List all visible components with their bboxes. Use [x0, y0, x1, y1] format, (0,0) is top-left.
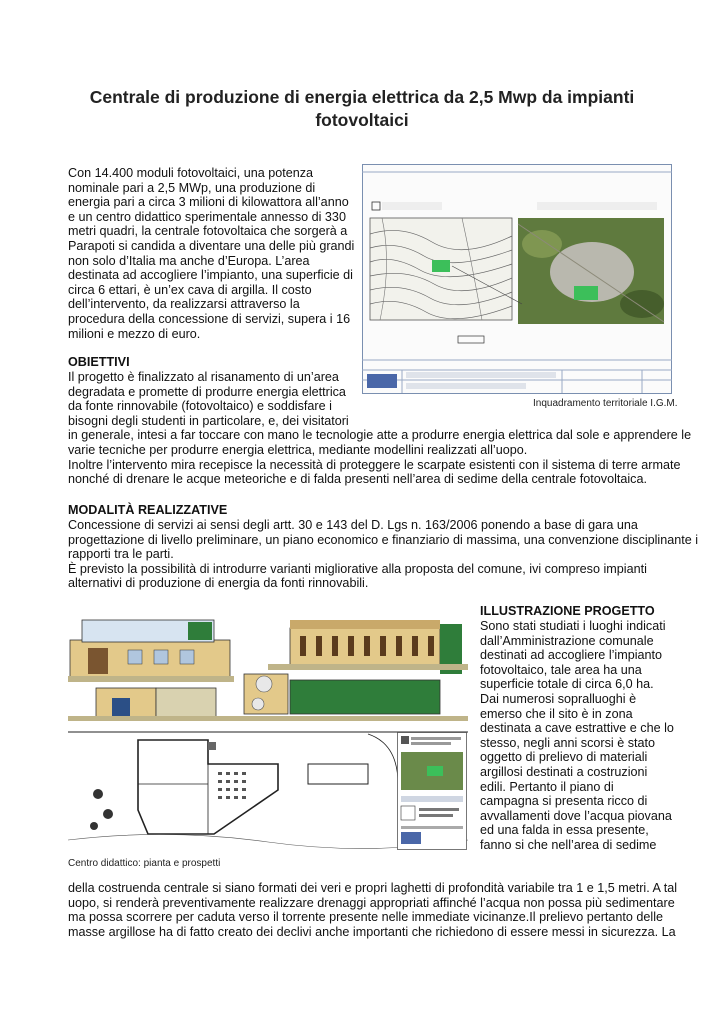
territorial-map-figure [362, 164, 672, 394]
modalita-paragraph [68, 518, 698, 591]
text-line: ed una falda in essa presente, [480, 823, 649, 838]
objectives-paragraph [68, 370, 691, 487]
text-line: Sono stati studiati i luoghi indicati [480, 619, 666, 633]
text-line: È previsto la possibilità di introdurre varianti migliorative alla proposta del comune, ivi compreso impianti [68, 561, 647, 576]
text-line: da fonte rinnovabile (fotovoltaico) e soddisfare i [68, 399, 332, 414]
text-line: in generale, intesi a far toccare con mano le tecnologie atte a produrre energia elettrica dal sole e apprendere le [68, 428, 692, 443]
text-line: ma possa scorrere per caduta verso il torrente presente nelle immediate vicinanze.Il prelievo pertanto delle [68, 910, 664, 925]
illustrazione-paragraph [480, 619, 674, 853]
text-line: nominale pari a 2,5 MWp, una produzione di [68, 180, 316, 195]
text-line: destinati ad accogliere l’impianto [480, 648, 663, 663]
text-line: Concessione di servizi ai sensi degli artt. 30 e 143 del D. Lgs n. 163/2006 ponendo a base di gara una [68, 518, 638, 532]
text-line: Il progetto è finalizzato al risanamento di un’area [68, 370, 339, 384]
text-line: dell’intervento, da realizzarsi attraverso la [68, 297, 300, 312]
text-line: masse argillose ha di fatto creato dei declivi anche importanti che richiedono di essere messi in sicurezza. La [68, 924, 676, 939]
title-block-image [397, 732, 467, 850]
text-line: metri quadri, la centrale fotovoltaica che sorgerà a [68, 224, 348, 239]
territorial-map-image [362, 164, 672, 394]
section-heading-illustrazione: ILLUSTRAZIONE PROGETTO [480, 604, 655, 618]
text-line: nonché di drenare le acque meteoriche e di falda presenti nell’area di sedime della centrale fotovoltaica. [68, 472, 647, 487]
text-line: alternativi di produzione di energia da fonti rinnovabili. [68, 576, 369, 591]
text-line: emerso che il sito è in zona [480, 706, 633, 721]
text-line: varie tecniche per produrre energia elettrica, mediante modellini realizzati all’uopo. [68, 442, 528, 457]
text-line: avvallamenti dove l’acqua piovana [480, 808, 672, 823]
text-line: procedura della concessione di servizi, supera i 16 [68, 311, 351, 326]
text-line: stesso, negli anni scorsi è stato [480, 735, 656, 750]
text-line: milioni e mezzo di euro. [68, 326, 201, 341]
text-line: non solo d’Italia ma anche d’Europa. L’area [68, 253, 310, 268]
closing-paragraph [68, 881, 677, 939]
text-line: destinata ad accogliere l’impianto, una superficie di [68, 268, 353, 283]
text-line: fotovoltaico, tale area ha una [480, 662, 642, 677]
text-line: della costruenda centrale si siano formati dei veri e propri laghetti di profondità variabile tra 1 e 1,5 metri. A tal [68, 881, 678, 895]
text-line: bisogni degli studenti in particolare, e, dei visitatori [68, 413, 349, 428]
text-line: energia pari a circa 3 milioni di kilowattora all’anno [68, 195, 349, 210]
text-line: degradata e promette di produrre energia elettrica [68, 384, 346, 399]
text-line: rapporti tra le parti. [68, 547, 174, 562]
text-line: oggetto di prelievo di materiali [480, 750, 648, 765]
title-line: fotovoltaici [315, 110, 409, 130]
text-line: Parapoti si candida a diventare una delle più grandi [68, 238, 355, 253]
title-line: Centrale di produzione di energia elettrica da 2,5 Mwp da impianti [89, 87, 635, 107]
text-line: fanno si che nell’area di sedime [480, 837, 657, 852]
section-heading-modalita: MODALITÀ REALIZZATIVE [68, 503, 228, 517]
text-line: Con 14.400 moduli fotovoltaici, una potenza [68, 166, 314, 180]
text-line: edili. Pertanto il piano di [480, 779, 614, 794]
section-heading-obiettivi: OBIETTIVI [68, 355, 130, 369]
text-line: uopo, si renderà preventivamente realizzare drenaggi appropriati affinché l’acqua non possa più sedimentare [68, 895, 675, 910]
text-line: Inoltre l’intervento mira recepisce la necessità di proteggere le scarpate esistenti con il sistema di terre armate [68, 457, 681, 472]
text-line: destinata a cave estrattive e che lo [480, 721, 674, 736]
page-title [60, 86, 664, 132]
text-line: argillosi destinati a costruzioni [480, 764, 648, 779]
text-line: Dai numerosi sopralluoghi è [480, 691, 637, 706]
text-line: e un centro didattico sperimentale annesso di 330 [68, 209, 346, 224]
figure-caption: Inquadramento territoriale I.G.M. [533, 398, 678, 409]
intro-paragraph [68, 166, 354, 341]
figure-caption: Centro didattico: pianta e prospetti [68, 858, 221, 869]
project-title-block [397, 732, 467, 850]
text-line: superficie totale di circa 6,0 ha. [480, 677, 654, 692]
text-line: campagna si presenta ricco di [480, 794, 648, 809]
text-line: dall’Amministrazione comunale [480, 633, 654, 648]
text-line: progettazione di livello preliminare, un piano economico e finanziario di massima, una convenzione disciplinante i [68, 532, 699, 547]
text-line: circa 6 ettari, è un’ex cava di argilla. Il costo [68, 282, 312, 297]
